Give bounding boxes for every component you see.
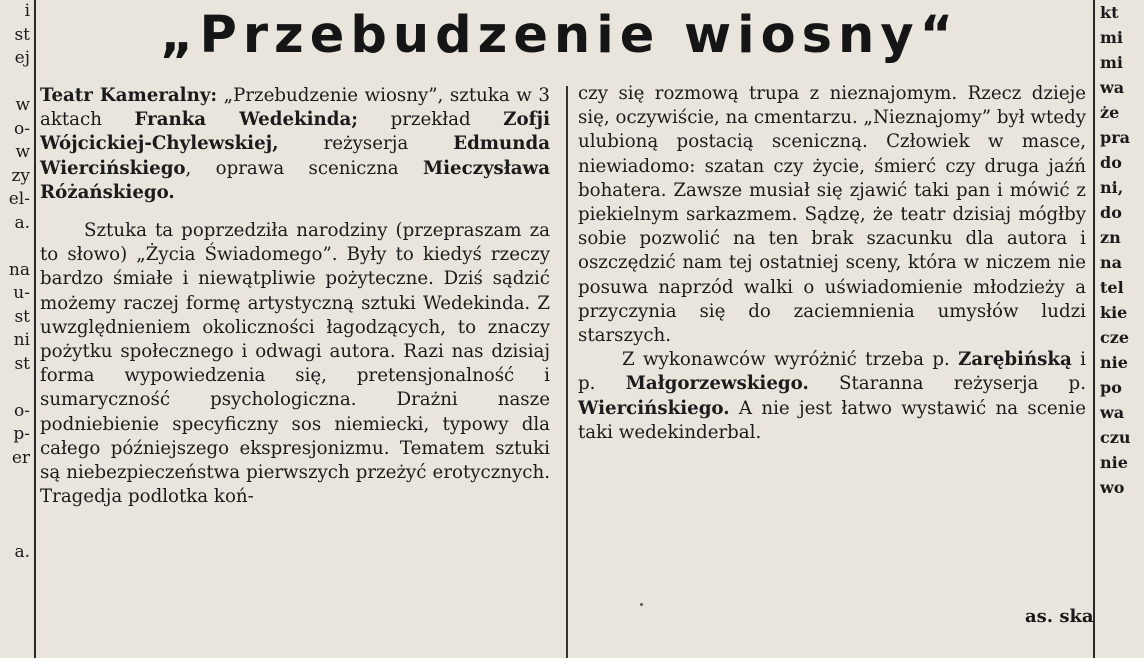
right-strip-line: czu xyxy=(1100,428,1131,447)
right-strip-line: wa xyxy=(1100,403,1125,422)
left-strip-line: er xyxy=(11,447,30,468)
performer-name: Małgorzewskiego. xyxy=(625,373,809,395)
credits-text: reżyserja xyxy=(278,133,454,155)
credits-text: przekład xyxy=(357,109,504,131)
right-strip-line: wa xyxy=(1100,78,1125,97)
left-strip-line: st xyxy=(14,353,30,374)
performer-name: Wiercińskiego. xyxy=(578,397,730,419)
right-strip-line: ni, xyxy=(1100,178,1124,197)
article-paragraph-1-continued: czy się rozmową trupa z nieznajomym. Rzecz dzieje się, oczywiście, na cmentarzu. „Nieznajomy” był wtedy ulubioną postacią sceniczną. Człowiek w masce, niewiadomo: szatan czy życie, śmierć czy druga jaźń bohatera. Zawsze musiał się zjawić taki pan i mówić z piekielnym sarkazmem. Sądzę, że teatr dzisiaj mógłby sobie pozwolić na ten brak szacunku dla autora i oszczędzić nam tej ostatniej sceny, która w niczem nie posuwa naprzód walki o uświadomienie młodzieży a przyczynia się do zaciemnienia umysłów ludzi starszych. xyxy=(578,83,1086,347)
right-strip-line: nie xyxy=(1100,453,1128,472)
right-strip-line: po xyxy=(1100,378,1122,397)
performer-name: Zarębińską xyxy=(958,349,1072,371)
left-strip-line: a. xyxy=(14,541,30,562)
paragraph-text: i p. xyxy=(578,349,1086,395)
left-column-rule xyxy=(34,0,36,658)
left-strip-line: a. xyxy=(14,212,30,233)
left-strip-line: st xyxy=(14,306,30,327)
left-strip-line xyxy=(0,71,30,95)
credits-theatre: Teatr Kameralny: xyxy=(40,85,218,106)
left-strip-line: ej xyxy=(14,48,30,68)
right-column-rule xyxy=(1093,0,1095,658)
right-strip-line: zn xyxy=(1100,228,1121,247)
right-strip-line: kt xyxy=(1100,3,1119,22)
left-strip-line: o- xyxy=(14,400,30,421)
right-strip-line: kie xyxy=(1100,303,1128,322)
article-column-1 xyxy=(40,84,550,509)
credits-text: „Przebudzenie wiosny”, sztuka w 3 aktach xyxy=(40,85,551,131)
right-strip-line: że xyxy=(1100,103,1120,122)
right-strip-line: nie xyxy=(1100,353,1128,372)
left-strip-line: w xyxy=(15,95,30,115)
left-strip-line: o- xyxy=(14,118,30,139)
left-strip-line: u- xyxy=(13,283,30,303)
left-strip-line xyxy=(0,470,30,494)
paragraph-text: Staranna reżyserja p. xyxy=(808,373,1086,395)
right-strip-line: na xyxy=(1100,253,1122,272)
left-strip-line xyxy=(0,517,30,541)
article-paragraph-2 xyxy=(578,348,1086,445)
article-column-2 xyxy=(578,82,1086,445)
left-strip-line xyxy=(0,376,30,400)
right-strip-line: cze xyxy=(1100,328,1130,347)
article-credits xyxy=(40,84,550,205)
paragraph-text: A nie jest łatwo wystawić na scenie taki wedekinderbal. xyxy=(578,397,1086,443)
right-strip-line: mi xyxy=(1100,53,1124,72)
article-headline: „Przebudzenie wiosny“ xyxy=(160,6,960,65)
author-signature: as. ska xyxy=(1025,606,1094,627)
credits-text: , oprawa sceniczna xyxy=(185,157,423,179)
credits-translator: Zofji Wójcickiej-Chylewskiej, xyxy=(40,109,550,155)
left-strip-line: na xyxy=(8,259,30,280)
column-divider xyxy=(566,86,568,658)
article-paragraph-1: Sztuka ta poprzedziła narodziny (przepraszam za to słowo) „Życia Świadomego”. Były to kiedyś rzeczy bardzo śmiałe i niewątpliwie pożyteczne. Dziś sądzić możemy raczej formę artystyczną sztuki Wedekinda. Z uwzględnieniem okoliczności łagodzących, to znaczy pożytku społecznego i odwagi autora. Razi nas dzisiaj forma wypowiedzenia się, pretensjonalność i sumaryczność psychologiczna. Drażni nasze podniebienie specyficzny sos niemiecki, typowy dla całego późniejszego ekspresjonizmu. Tematem sztuki są niebezpieczeństwa pierwszych przeżyć erotycznych. Tragedja podlotka koń- xyxy=(40,220,550,508)
right-clipped-column xyxy=(1100,0,1144,658)
left-strip-line: el- xyxy=(8,189,30,209)
left-strip-line: w xyxy=(15,142,30,162)
credits-director: Edmunda Wiercińskiego xyxy=(40,133,550,179)
left-strip-line: i xyxy=(24,1,30,21)
right-strip-line: pra xyxy=(1100,128,1130,147)
right-strip-line: mi xyxy=(1100,28,1124,47)
right-strip-line: do xyxy=(1100,153,1122,172)
left-strip-line: zy xyxy=(11,165,30,186)
left-clipped-column xyxy=(0,0,30,658)
right-strip-line: tel xyxy=(1100,278,1124,297)
left-strip-line xyxy=(0,235,30,259)
right-strip-line: wo xyxy=(1100,478,1125,497)
paragraph-text: Z wykonawców wyróżnić trzeba p. xyxy=(622,349,959,371)
credits-author: Franka Wedekinda; xyxy=(134,109,358,131)
right-strip-line: do xyxy=(1100,203,1122,222)
left-strip-line xyxy=(0,494,30,518)
left-strip-line: ni xyxy=(13,330,30,350)
credits-designer: Mieczysława Różańskiego. xyxy=(40,157,550,203)
left-strip-line: p- xyxy=(13,424,30,444)
left-strip-line: st xyxy=(14,24,30,45)
print-speck xyxy=(640,603,643,606)
